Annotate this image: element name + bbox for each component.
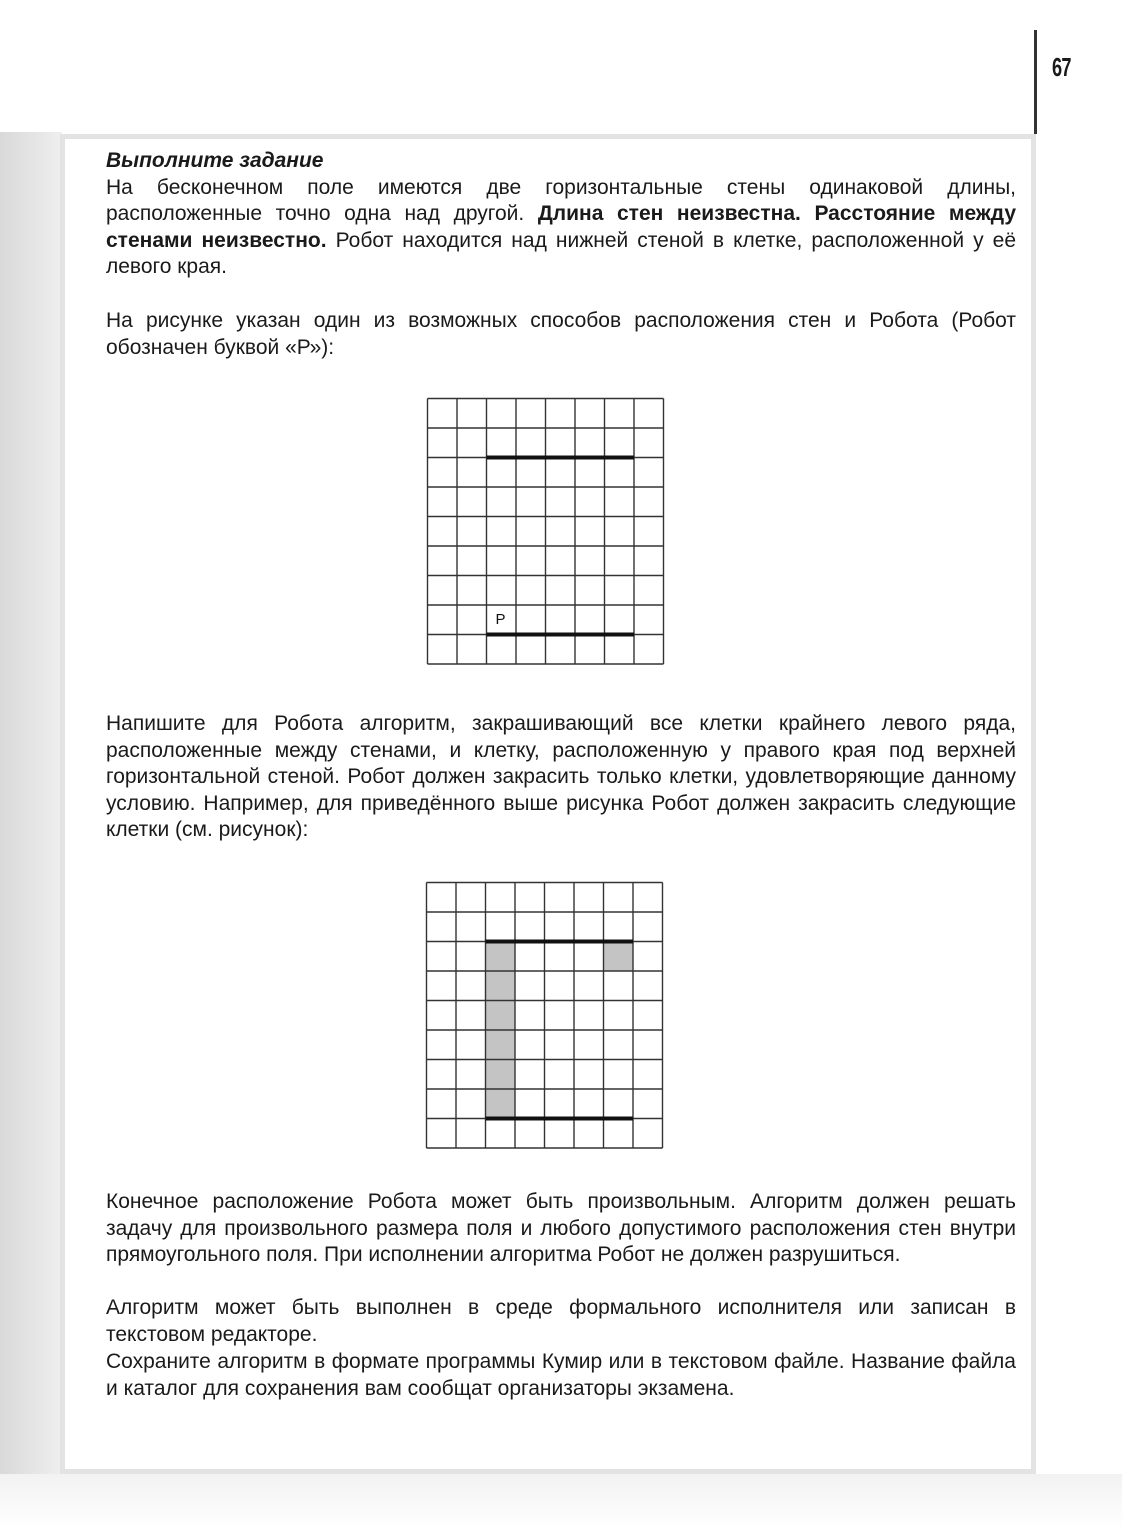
figure-initial-field xyxy=(426,397,666,670)
page-number-rule xyxy=(1034,30,1037,134)
shaded-cell xyxy=(604,942,634,972)
shaded-cell xyxy=(486,1030,516,1060)
task-paragraph-2: На рисунке указан один из возможных способов расположения стен и Робота (Робот обозначен буквой «Р»): xyxy=(106,309,1016,359)
page-left-shade xyxy=(0,132,62,1529)
task-paragraph-1 xyxy=(106,175,1016,281)
shaded-cell xyxy=(486,942,516,972)
page-number: 67 xyxy=(1052,52,1071,82)
shaded-cell xyxy=(486,1060,516,1090)
task-paragraph-5: Алгоритм может быть выполнен в среде формального исполнителя или записан в текстовом редакторе. xyxy=(106,1296,1016,1346)
task-intro xyxy=(106,148,1016,281)
shaded-cell xyxy=(486,1001,516,1031)
robot-field-grid-1 xyxy=(426,397,666,665)
task-paragraph-3: Напишите для Робота алгоритм, закрашивающий все клетки крайнего левого ряда, расположенные между стенами, и клетку, расположенную у правого края под верхней горизонтальной стеной. Робот должен закрасить только клетки, удовлетворяющие данному условию. Например, для приведённого выше рисунка Робот должен закрасить следующие клетки (см. рисунок): xyxy=(106,712,1016,841)
p1-bold-text: Длина стен неизвестна. Расстояние между стенами неизвестно. xyxy=(106,202,1016,252)
p1-text-b: Робот находится над нижней стеной в клетке, расположенной у её левого края. xyxy=(106,228,1017,278)
figure-result-field xyxy=(425,881,665,1154)
p1-text-a: На бесконечном поле имеются две горизонтальные стены одинаковой длины, расположенные точно одна над другой. xyxy=(106,175,1016,225)
task-paragraph-4: Конечное расположение Робота может быть произвольным. Алгоритм должен решать задачу для произвольного размера поля и любого допустимого расположения стен внутри прямоугольного поля. При исполнении алгоритма Робот не должен разрушиться. xyxy=(106,1190,1016,1266)
task-paragraph-6: Сохраните алгоритм в формате программы Кумир или в текстовом файле. Название файла и каталог для сохранения вам сообщат организаторы экзамена. xyxy=(106,1350,1016,1400)
page-bottom-shade xyxy=(0,1474,1122,1529)
robot-field-grid-2 xyxy=(425,881,665,1149)
robot-marker: Р xyxy=(495,611,506,628)
task-heading: Выполните задание xyxy=(106,149,324,172)
shaded-cell xyxy=(486,971,516,1001)
shaded-cell xyxy=(486,1089,516,1119)
